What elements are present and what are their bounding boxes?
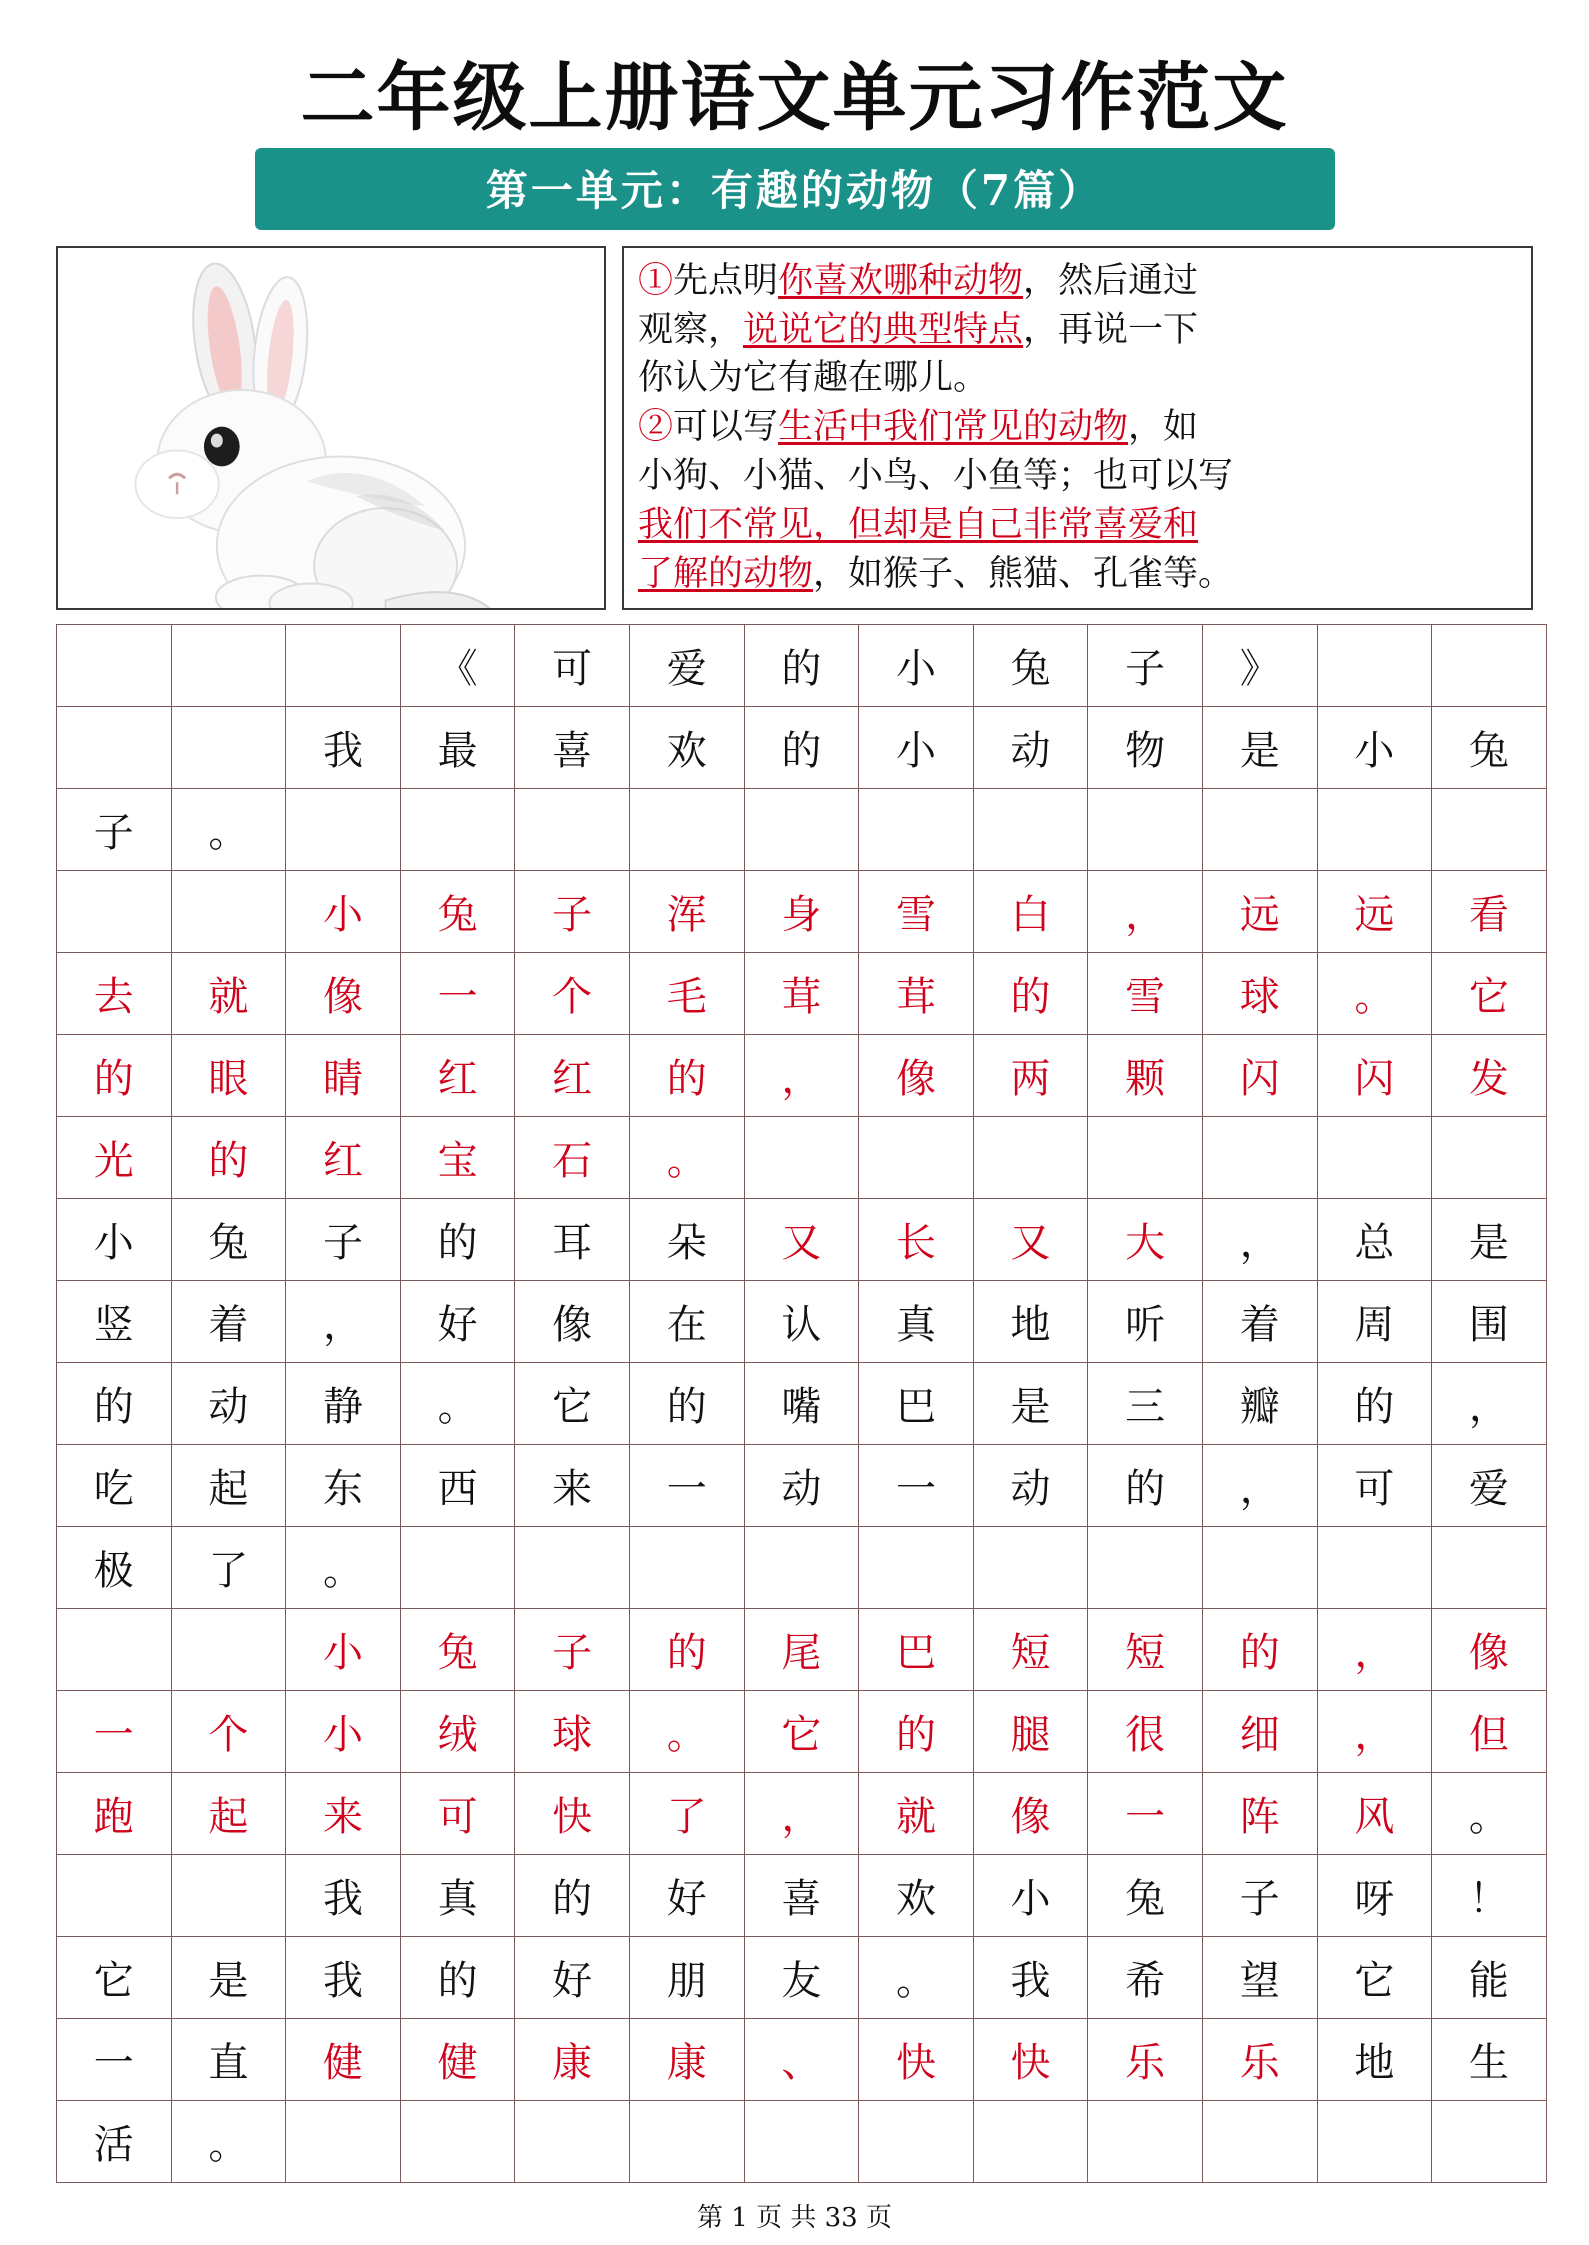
manuscript-cell [859,788,974,870]
manuscript-cell [1088,788,1203,870]
manuscript-cell: 光 [57,1116,172,1198]
manuscript-cell: 小 [1317,706,1432,788]
manuscript-cell: 茸 [859,952,974,1034]
manuscript-cell: 子 [1088,624,1203,706]
manuscript-cell [1317,624,1432,706]
manuscript-cell: 阵 [1202,1772,1317,1854]
manuscript-cell: 西 [400,1444,515,1526]
manuscript-cell [400,788,515,870]
manuscript-cell: 我 [973,1936,1088,2018]
manuscript-cell [973,1116,1088,1198]
manuscript-cell [1432,624,1547,706]
manuscript-row [57,2018,1547,2100]
manuscript-cell: 闪 [1317,1034,1432,1116]
manuscript-cell [859,2100,974,2182]
manuscript-cell: 它 [1317,1936,1432,2018]
manuscript-cell: 浑 [629,870,744,952]
tip-2-b: 说说它的典型特点 [743,309,1024,350]
manuscript-cell: 小 [973,1854,1088,1936]
manuscript-cell: 兔 [1432,706,1547,788]
page-title: 二年级上册语文单元习作范文 [300,55,1289,141]
manuscript-cell [286,2100,401,2182]
manuscript-cell [973,788,1088,870]
manuscript-cell: 又 [973,1198,1088,1280]
manuscript-cell: 像 [1432,1608,1547,1690]
manuscript-cell: 兔 [1088,1854,1203,1936]
manuscript-cell: 起 [171,1772,286,1854]
manuscript-cell [1202,2100,1317,2182]
manuscript-cell: 像 [859,1034,974,1116]
manuscript-cell: 。 [1317,952,1432,1034]
manuscript-cell: 的 [171,1116,286,1198]
manuscript-cell: 个 [171,1690,286,1772]
tip-line-3: 你认为它有趣在哪儿。 [638,358,989,399]
manuscript-cell: 兔 [400,1608,515,1690]
manuscript-cell: ！ [1432,1854,1547,1936]
tip-line-7 [638,551,1517,598]
manuscript-cell: 乐 [1202,2018,1317,2100]
manuscript-cell [629,1526,744,1608]
manuscript-cell: 呀 [1317,1854,1432,1936]
manuscript-cell [1432,2100,1547,2182]
manuscript-cell: 子 [515,1608,630,1690]
manuscript-cell: 大 [1088,1198,1203,1280]
manuscript-cell: 围 [1432,1280,1547,1362]
manuscript-cell: 身 [744,870,859,952]
tip-line-5: 小狗、小猫、小鸟、小鱼等；也可以写 [638,456,1234,497]
tip-4-c: ，如 [1128,407,1199,448]
manuscript-cell: 兔 [400,870,515,952]
manuscript-cell: 球 [515,1690,630,1772]
manuscript-cell: 的 [400,1198,515,1280]
tip-2-c: ，再说一下 [1023,309,1199,350]
manuscript-cell [1317,1116,1432,1198]
tip-number-2: ② [638,407,674,448]
manuscript-cell: 是 [1432,1198,1547,1280]
manuscript-cell [57,1854,172,1936]
tip-2-a: 观察， [638,309,744,350]
manuscript-cell: ， [1088,870,1203,952]
manuscript-cell: 可 [1317,1444,1432,1526]
manuscript-cell: 子 [286,1198,401,1280]
manuscript-cell [286,788,401,870]
manuscript-cell [744,2100,859,2182]
manuscript-cell [744,788,859,870]
manuscript-cell [629,2100,744,2182]
manuscript-cell: ， [1317,1608,1432,1690]
manuscript-cell: 发 [1432,1034,1547,1116]
manuscript-cell: 友 [744,1936,859,2018]
page-footer: 第 1 页 共 33 页 [697,2202,892,2233]
manuscript-cell: 的 [1202,1608,1317,1690]
manuscript-row [57,624,1547,706]
manuscript-cell [171,1608,286,1690]
manuscript-cell: 乐 [1088,2018,1203,2100]
manuscript-cell: 一 [629,1444,744,1526]
manuscript-cell: 眼 [171,1034,286,1116]
manuscript-grid-body [57,624,1547,2182]
tip-1-b: 你喜欢哪种动物 [778,260,1024,301]
manuscript-row [57,1608,1547,1690]
manuscript-cell: 宝 [400,1116,515,1198]
tip-1-a: 先点明 [673,260,779,301]
manuscript-cell: 绒 [400,1690,515,1772]
tip-4-b: 生活中我们常见的动物 [778,407,1129,448]
manuscript-cell: 红 [286,1116,401,1198]
manuscript-cell [744,1526,859,1608]
manuscript-cell: 三 [1088,1362,1203,1444]
manuscript-row [57,870,1547,952]
manuscript-cell: 听 [1088,1280,1203,1362]
manuscript-cell: 去 [57,952,172,1034]
manuscript-cell: 喜 [744,1854,859,1936]
manuscript-cell: 像 [515,1280,630,1362]
manuscript-cell: 雪 [1088,952,1203,1034]
manuscript-cell: 兔 [171,1198,286,1280]
manuscript-cell: 动 [171,1362,286,1444]
manuscript-cell [744,1116,859,1198]
manuscript-cell: 两 [973,1034,1088,1116]
manuscript-cell: 是 [1202,706,1317,788]
manuscript-cell [400,1526,515,1608]
manuscript-cell: 直 [171,2018,286,2100]
manuscript-cell: 短 [973,1608,1088,1690]
manuscript-cell: 总 [1317,1198,1432,1280]
manuscript-cell: 周 [1317,1280,1432,1362]
manuscript-cell: 来 [286,1772,401,1854]
manuscript-cell [973,1526,1088,1608]
manuscript-cell [1432,788,1547,870]
manuscript-cell: 短 [1088,1608,1203,1690]
manuscript-cell: 动 [973,706,1088,788]
manuscript-cell: 睛 [286,1034,401,1116]
manuscript-cell [1317,788,1432,870]
manuscript-cell: 。 [171,788,286,870]
tip-line-6 [638,502,1517,549]
manuscript-cell [515,788,630,870]
tip-6-b: 我们不常见，但却是自己非常喜爱和 [638,505,1199,546]
manuscript-row [57,2100,1547,2182]
manuscript-cell: 的 [57,1034,172,1116]
manuscript-cell: 的 [744,624,859,706]
manuscript-cell: 小 [286,1690,401,1772]
manuscript-cell [1317,1526,1432,1608]
manuscript-cell: 闪 [1202,1034,1317,1116]
manuscript-cell: 看 [1432,870,1547,952]
manuscript-row [57,1854,1547,1936]
manuscript-row [57,1280,1547,1362]
manuscript-cell: 是 [973,1362,1088,1444]
manuscript-cell: ， [744,1772,859,1854]
manuscript-cell: 《 [400,624,515,706]
manuscript-cell: 它 [515,1362,630,1444]
manuscript-cell [515,1526,630,1608]
manuscript-cell: 朋 [629,1936,744,2018]
manuscript-cell: 地 [973,1280,1088,1362]
manuscript-cell: 一 [57,2018,172,2100]
manuscript-cell: 起 [171,1444,286,1526]
manuscript-cell: 像 [286,952,401,1034]
manuscript-cell: 小 [286,870,401,952]
manuscript-cell [1432,1526,1547,1608]
manuscript-cell: 。 [1432,1772,1547,1854]
manuscript-cell: 我 [286,1936,401,2018]
manuscript-cell: 兔 [973,624,1088,706]
manuscript-cell [1432,1116,1547,1198]
manuscript-cell [859,1526,974,1608]
manuscript-cell: 康 [629,2018,744,2100]
manuscript-cell: 的 [57,1362,172,1444]
manuscript-cell [859,1116,974,1198]
manuscript-cell: 好 [400,1280,515,1362]
manuscript-cell: 健 [286,2018,401,2100]
manuscript-cell: 细 [1202,1690,1317,1772]
manuscript-cell: 真 [400,1854,515,1936]
manuscript-cell: 的 [629,1608,744,1690]
manuscript-cell: 朵 [629,1198,744,1280]
manuscript-cell: 子 [515,870,630,952]
manuscript-cell: 白 [973,870,1088,952]
manuscript-cell: 但 [1432,1690,1547,1772]
manuscript-cell: 好 [515,1936,630,2018]
manuscript-cell: 了 [629,1772,744,1854]
manuscript-cell: 它 [744,1690,859,1772]
manuscript-cell: ， [286,1280,401,1362]
manuscript-cell: 小 [286,1608,401,1690]
manuscript-cell [1317,2100,1432,2182]
manuscript-row [57,706,1547,788]
manuscript-cell: 我 [286,1854,401,1936]
manuscript-cell: 。 [859,1936,974,2018]
manuscript-cell [286,624,401,706]
manuscript-cell: ， [1202,1198,1317,1280]
manuscript-cell: 像 [973,1772,1088,1854]
manuscript-cell: 。 [171,2100,286,2182]
tip-4-a: 可以写 [673,407,779,448]
manuscript-cell: 喜 [515,706,630,788]
unit-banner-container [56,148,1533,230]
manuscript-cell: 风 [1317,1772,1432,1854]
manuscript-cell: ， [1202,1444,1317,1526]
manuscript-cell: 它 [57,1936,172,2018]
manuscript-cell [57,706,172,788]
manuscript-cell [171,624,286,706]
manuscript-row [57,1362,1547,1444]
manuscript-cell: 。 [629,1116,744,1198]
manuscript-cell: 石 [515,1116,630,1198]
manuscript-cell: 的 [744,706,859,788]
manuscript-cell: 动 [744,1444,859,1526]
manuscript-cell: 耳 [515,1198,630,1280]
manuscript-cell: 一 [859,1444,974,1526]
manuscript-cell: 子 [57,788,172,870]
manuscript-row [57,1116,1547,1198]
manuscript-cell: 吃 [57,1444,172,1526]
manuscript-cell: 球 [1202,952,1317,1034]
rabbit-illustration [58,248,604,610]
manuscript-cell: 》 [1202,624,1317,706]
manuscript-grid [56,624,1547,2183]
manuscript-cell: 认 [744,1280,859,1362]
manuscript-cell: 腿 [973,1690,1088,1772]
manuscript-cell: 的 [1088,1444,1203,1526]
manuscript-cell: 小 [859,624,974,706]
manuscript-cell: 地 [1317,2018,1432,2100]
manuscript-cell: 小 [859,706,974,788]
manuscript-cell: 着 [1202,1280,1317,1362]
manuscript-cell: 真 [859,1280,974,1362]
manuscript-cell: 欢 [859,1854,974,1936]
manuscript-cell: 快 [515,1772,630,1854]
manuscript-cell: 小 [57,1198,172,1280]
manuscript-cell: 远 [1202,870,1317,952]
manuscript-cell: ， [1317,1690,1432,1772]
manuscript-cell [1088,2100,1203,2182]
manuscript-cell: 雪 [859,870,974,952]
manuscript-cell [629,788,744,870]
manuscript-cell: 好 [629,1854,744,1936]
manuscript-cell: 的 [973,952,1088,1034]
manuscript-cell: ， [744,1034,859,1116]
manuscript-cell: 爱 [1432,1444,1547,1526]
manuscript-cell: 生 [1432,2018,1547,2100]
manuscript-cell [57,624,172,706]
manuscript-cell: 的 [859,1690,974,1772]
manuscript-cell [171,706,286,788]
manuscript-cell: 了 [171,1526,286,1608]
manuscript-cell: 快 [973,2018,1088,2100]
manuscript-cell: 着 [171,1280,286,1362]
tip-1-c: ，然后通过 [1023,260,1199,301]
manuscript-cell: 跑 [57,1772,172,1854]
manuscript-cell: 、 [744,2018,859,2100]
manuscript-cell: 在 [629,1280,744,1362]
tip-line-2 [638,307,1517,354]
manuscript-cell [1202,788,1317,870]
tip-number-1: ① [638,260,674,301]
manuscript-cell [515,2100,630,2182]
manuscript-cell: 的 [629,1034,744,1116]
manuscript-cell: 一 [1088,1772,1203,1854]
manuscript-cell: 瓣 [1202,1362,1317,1444]
manuscript-cell: 可 [400,1772,515,1854]
manuscript-cell: 活 [57,2100,172,2182]
manuscript-cell [1088,1116,1203,1198]
manuscript-cell: 尾 [744,1608,859,1690]
tip-line-1 [638,258,1517,305]
manuscript-cell: 的 [515,1854,630,1936]
manuscript-row [57,1198,1547,1280]
manuscript-cell: 物 [1088,706,1203,788]
tip-7-c: ，如猴子、熊猫、孔雀等。 [813,554,1234,595]
tip-7-b: 了解的动物 [638,554,814,595]
manuscript-cell: 嘴 [744,1362,859,1444]
manuscript-cell: 一 [400,952,515,1034]
manuscript-cell: 快 [859,2018,974,2100]
manuscript-cell: 茸 [744,952,859,1034]
manuscript-cell: 欢 [629,706,744,788]
manuscript-cell: 子 [1202,1854,1317,1936]
manuscript-cell: 它 [1432,952,1547,1034]
manuscript-cell: 的 [1317,1362,1432,1444]
manuscript-cell: 。 [400,1362,515,1444]
manuscript-cell: 个 [515,952,630,1034]
manuscript-cell [1088,1526,1203,1608]
manuscript-cell: 就 [171,952,286,1034]
manuscript-cell: 巴 [859,1608,974,1690]
manuscript-cell: 东 [286,1444,401,1526]
manuscript-cell: 。 [286,1526,401,1608]
manuscript-cell [1202,1526,1317,1608]
manuscript-cell [57,870,172,952]
manuscript-row [57,1444,1547,1526]
manuscript-cell: 是 [171,1936,286,2018]
manuscript-cell: 又 [744,1198,859,1280]
manuscript-cell: 红 [515,1034,630,1116]
manuscript-cell: 希 [1088,1936,1203,2018]
manuscript-cell: 的 [400,1936,515,2018]
manuscript-cell: 健 [400,2018,515,2100]
manuscript-cell: 动 [973,1444,1088,1526]
manuscript-cell: 就 [859,1772,974,1854]
manuscript-row [57,1772,1547,1854]
manuscript-cell [1202,1116,1317,1198]
manuscript-row [57,788,1547,870]
intro-row [56,246,1533,610]
manuscript-cell: 很 [1088,1690,1203,1772]
manuscript-cell: 毛 [629,952,744,1034]
manuscript-row [57,952,1547,1034]
rabbit-photo [56,246,606,610]
manuscript-row [57,1526,1547,1608]
manuscript-cell: 一 [57,1690,172,1772]
manuscript-cell [171,870,286,952]
writing-tips [622,246,1533,610]
manuscript-cell: 望 [1202,1936,1317,2018]
manuscript-cell: 静 [286,1362,401,1444]
manuscript-cell: 极 [57,1526,172,1608]
manuscript-cell [57,1608,172,1690]
manuscript-cell: ， [1432,1362,1547,1444]
manuscript-cell: 来 [515,1444,630,1526]
manuscript-cell: 。 [629,1690,744,1772]
manuscript-cell: 颗 [1088,1034,1203,1116]
manuscript-cell: 最 [400,706,515,788]
unit-banner: 第一单元：有趣的动物（7篇） [255,148,1335,230]
manuscript-cell: 我 [286,706,401,788]
tip-line-4 [638,404,1517,451]
manuscript-cell: 竖 [57,1280,172,1362]
manuscript-cell: 可 [515,624,630,706]
manuscript-cell: 的 [629,1362,744,1444]
manuscript-cell: 红 [400,1034,515,1116]
manuscript-cell: 爱 [629,624,744,706]
manuscript-row [57,1936,1547,2018]
manuscript-row [57,1034,1547,1116]
manuscript-cell: 长 [859,1198,974,1280]
manuscript-cell: 远 [1317,870,1432,952]
manuscript-cell: 巴 [859,1362,974,1444]
manuscript-cell [400,2100,515,2182]
manuscript-cell [171,1854,286,1936]
manuscript-row [57,1690,1547,1772]
manuscript-cell: 康 [515,2018,630,2100]
manuscript-cell [973,2100,1088,2182]
manuscript-cell: 能 [1432,1936,1547,2018]
